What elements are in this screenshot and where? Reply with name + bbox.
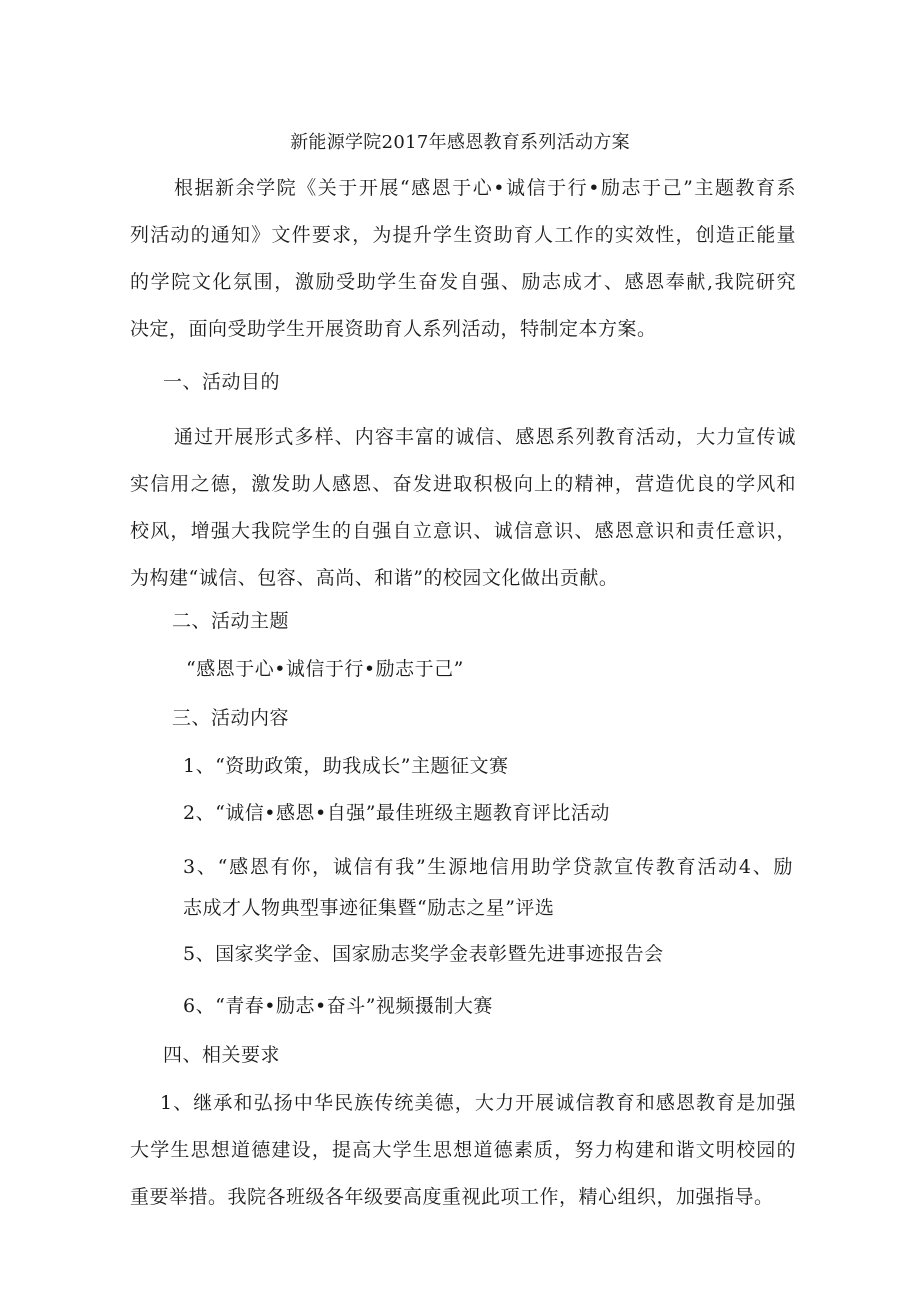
requirements-line: 1、继承和弘扬中华民族传统美德，大力开展诚信教育和感恩教育是加强 xyxy=(160,1092,796,1114)
purpose-line: 通过开展形式多样、内容丰富的诚信、感恩系列教育活动，大力宣传诚 xyxy=(174,426,796,448)
section-heading-theme: 二、活动主题 xyxy=(172,610,290,632)
content-item-3-line: 3、“感恩有你，诚信有我”生源地信用助学贷款宣传教育活动4、励 xyxy=(183,856,793,878)
content-item-3 xyxy=(183,847,793,929)
purpose-line: 实信用之德，激发助人感恩、奋发进取积极向上的精神，营造优良的学风和 xyxy=(130,473,796,495)
requirements-line: 重要举措。我院各班级各年级要高度重视此项工作，精心组织，加强指导。 xyxy=(130,1186,774,1208)
requirements-paragraph xyxy=(130,1080,796,1221)
purpose-paragraph xyxy=(130,414,796,602)
section-heading-purpose: 一、活动目的 xyxy=(163,371,281,393)
activity-theme: “感恩于心•诚信于行•励志于己” xyxy=(186,658,464,680)
intro-line: 决定，面向受助学生开展资助育人系列活动，特制定本方案。 xyxy=(130,318,657,340)
section-heading-requirements: 四、相关要求 xyxy=(163,1044,281,1066)
intro-line: 的学院文化氛围，激励受助学生奋发自强、励志成才、感恩奉献,我院研究 xyxy=(130,271,796,293)
content-item-2: 2、“诚信•感恩•自强”最佳班级主题教育评比活动 xyxy=(183,802,610,824)
section-heading-content: 三、活动内容 xyxy=(172,707,290,729)
intro-line: 列活动的通知》文件要求，为提升学生资助育人工作的实效性，创造正能量 xyxy=(130,224,796,246)
intro-line: 根据新余学院《关于开展“感恩于心•诚信于行•励志于己”主题教育系 xyxy=(174,177,796,199)
content-item-1: 1、“资助政策，助我成长”主题征文赛 xyxy=(183,755,509,777)
intro-paragraph xyxy=(130,165,796,353)
content-item-6: 6、“青春•励志•奋斗”视频摄制大赛 xyxy=(183,995,493,1017)
requirements-line: 大学生思想道德建设，提高大学生思想道德素质，努力构建和谐文明校园的 xyxy=(130,1139,796,1161)
content-item-5: 5、国家奖学金、国家励志奖学金表彰暨先进事迹报告会 xyxy=(183,943,664,965)
content-item-3-line: 志成才人物典型事迹征集暨“励志之星”评选 xyxy=(183,897,555,919)
purpose-line: 校风，增强大我院学生的自强自立意识、诚信意识、感恩意识和责任意识， xyxy=(130,520,796,542)
document-title: 新能源学院2017年感恩教育系列活动方案 xyxy=(290,132,630,153)
purpose-line: 为构建“诚信、包容、高尚、和谐”的校园文化做出贡献。 xyxy=(130,567,619,589)
